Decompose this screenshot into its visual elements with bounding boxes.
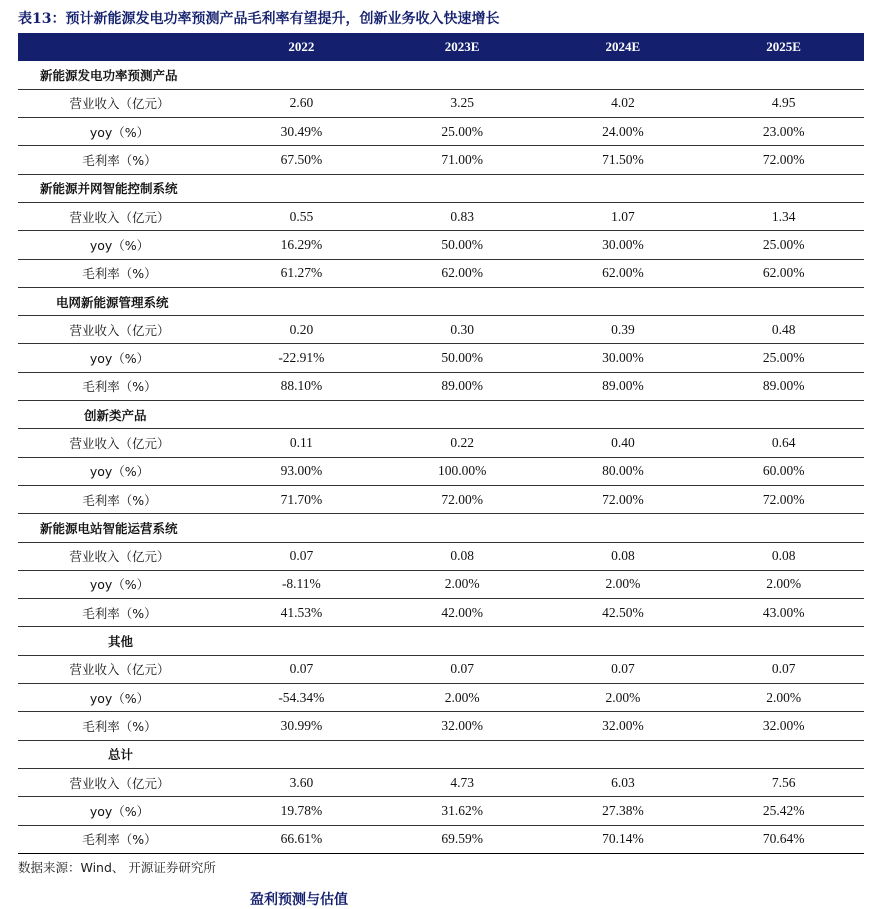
- table-row: [18, 457, 864, 485]
- section-empty-cell: [543, 61, 704, 89]
- value-cell: 25.00%: [382, 118, 543, 146]
- value-cell: 0.30: [382, 316, 543, 344]
- row-label: yoy（%）: [18, 457, 221, 485]
- value-cell: 0.39: [543, 316, 704, 344]
- value-cell: 0.07: [543, 655, 704, 683]
- section-empty-cell: [221, 514, 382, 542]
- value-cell: 42.50%: [543, 599, 704, 627]
- row-label: yoy（%）: [18, 570, 221, 598]
- value-cell: 30.99%: [221, 712, 382, 740]
- value-cell: 89.00%: [382, 372, 543, 400]
- financial-forecast-table: [18, 33, 864, 854]
- value-cell: 1.07: [543, 202, 704, 230]
- row-label: 毛利率（%）: [18, 372, 221, 400]
- row-label: 营业收入（亿元）: [18, 89, 221, 117]
- section-empty-cell: [703, 627, 864, 655]
- section-empty-cell: [703, 401, 864, 429]
- value-cell: 62.00%: [382, 259, 543, 287]
- value-cell: 72.00%: [703, 146, 864, 174]
- value-cell: 69.59%: [382, 825, 543, 853]
- section-empty-cell: [703, 514, 864, 542]
- section-empty-cell: [382, 514, 543, 542]
- row-label: 营业收入（亿元）: [18, 655, 221, 683]
- table-row: [18, 570, 864, 598]
- value-cell: -8.11%: [221, 570, 382, 598]
- section-empty-cell: [221, 627, 382, 655]
- row-label: yoy（%）: [18, 118, 221, 146]
- value-cell: -22.91%: [221, 344, 382, 372]
- table-row: [18, 118, 864, 146]
- value-cell: 32.00%: [543, 712, 704, 740]
- value-cell: 2.00%: [382, 570, 543, 598]
- value-cell: 0.64: [703, 429, 864, 457]
- header-cell-2025e: 2025E: [766, 39, 801, 54]
- value-cell: 2.00%: [543, 684, 704, 712]
- section-name: 新能源并网智能控制系统: [18, 174, 221, 202]
- section-empty-cell: [382, 627, 543, 655]
- table-body: [18, 61, 864, 853]
- value-cell: 4.73: [382, 768, 543, 796]
- value-cell: 3.60: [221, 768, 382, 796]
- value-cell: 60.00%: [703, 457, 864, 485]
- value-cell: 93.00%: [221, 457, 382, 485]
- header-cell-2024e: 2024E: [605, 39, 641, 54]
- section-empty-cell: [543, 514, 704, 542]
- row-label: yoy（%）: [18, 797, 221, 825]
- section-empty-cell: [543, 287, 704, 315]
- value-cell: 23.00%: [703, 118, 864, 146]
- value-cell: 62.00%: [543, 259, 704, 287]
- section-empty-cell: [543, 401, 704, 429]
- table-row: [18, 655, 864, 683]
- header-cell-2022: 2022: [288, 39, 315, 54]
- table-row: [18, 712, 864, 740]
- value-cell: 62.00%: [703, 259, 864, 287]
- row-label: 毛利率（%）: [18, 485, 221, 513]
- value-cell: 0.08: [543, 542, 704, 570]
- section-empty-cell: [382, 61, 543, 89]
- row-label: 毛利率（%）: [18, 146, 221, 174]
- value-cell: 7.56: [703, 768, 864, 796]
- value-cell: 0.08: [703, 542, 864, 570]
- value-cell: 0.22: [382, 429, 543, 457]
- value-cell: 70.64%: [703, 825, 864, 853]
- value-cell: 2.00%: [543, 570, 704, 598]
- value-cell: 32.00%: [382, 712, 543, 740]
- row-label: yoy（%）: [18, 231, 221, 259]
- section-empty-cell: [703, 61, 864, 89]
- value-cell: 71.00%: [382, 146, 543, 174]
- value-cell: 31.62%: [382, 797, 543, 825]
- value-cell: 2.00%: [382, 684, 543, 712]
- value-cell: 4.95: [703, 89, 864, 117]
- value-cell: 3.25: [382, 89, 543, 117]
- value-cell: 16.29%: [221, 231, 382, 259]
- table-row: [18, 485, 864, 513]
- value-cell: 70.14%: [543, 825, 704, 853]
- value-cell: 25.00%: [703, 344, 864, 372]
- value-cell: 89.00%: [543, 372, 704, 400]
- header-cell-blank: [18, 33, 221, 61]
- section-empty-cell: [221, 287, 382, 315]
- row-label: 营业收入（亿元）: [18, 316, 221, 344]
- section-empty-cell: [703, 287, 864, 315]
- section-header-row: [18, 287, 864, 315]
- value-cell: 61.27%: [221, 259, 382, 287]
- row-label: 毛利率（%）: [18, 599, 221, 627]
- value-cell: 50.00%: [382, 344, 543, 372]
- value-cell: 66.61%: [221, 825, 382, 853]
- table-row: [18, 231, 864, 259]
- value-cell: 0.07: [703, 655, 864, 683]
- value-cell: 72.00%: [382, 485, 543, 513]
- section-empty-cell: [703, 740, 864, 768]
- value-cell: 80.00%: [543, 457, 704, 485]
- value-cell: 50.00%: [382, 231, 543, 259]
- section-header-row: [18, 61, 864, 89]
- value-cell: 30.49%: [221, 118, 382, 146]
- section-empty-cell: [543, 627, 704, 655]
- table-row: [18, 684, 864, 712]
- table-row: [18, 825, 864, 853]
- value-cell: 19.78%: [221, 797, 382, 825]
- value-cell: 43.00%: [703, 599, 864, 627]
- section-header-row: [18, 174, 864, 202]
- row-label: 营业收入（亿元）: [18, 429, 221, 457]
- value-cell: -54.34%: [221, 684, 382, 712]
- value-cell: 72.00%: [543, 485, 704, 513]
- value-cell: 32.00%: [703, 712, 864, 740]
- table-row: [18, 259, 864, 287]
- section-name: 创新类产品: [18, 401, 221, 429]
- section-empty-cell: [221, 174, 382, 202]
- table-row: [18, 768, 864, 796]
- section-empty-cell: [382, 174, 543, 202]
- source-note: 数据来源：Wind、 开源证券研究所: [18, 860, 216, 875]
- section-empty-cell: [221, 740, 382, 768]
- header-cell-2023e: 2023E: [444, 39, 480, 54]
- value-cell: 6.03: [543, 768, 704, 796]
- value-cell: 42.00%: [382, 599, 543, 627]
- value-cell: 0.48: [703, 316, 864, 344]
- section-header-row: [18, 740, 864, 768]
- value-cell: 30.00%: [543, 344, 704, 372]
- row-label: yoy（%）: [18, 684, 221, 712]
- section-name: 总计: [18, 740, 221, 768]
- section-empty-cell: [382, 740, 543, 768]
- value-cell: 0.11: [221, 429, 382, 457]
- table-header-row: [18, 33, 864, 61]
- section-empty-cell: [382, 287, 543, 315]
- row-label: yoy（%）: [18, 344, 221, 372]
- row-label: 毛利率（%）: [18, 825, 221, 853]
- section-name: 电网新能源管理系统: [18, 287, 221, 315]
- row-label: 营业收入（亿元）: [18, 202, 221, 230]
- section-empty-cell: [543, 740, 704, 768]
- value-cell: 2.00%: [703, 684, 864, 712]
- section-header-row: [18, 514, 864, 542]
- value-cell: 89.00%: [703, 372, 864, 400]
- value-cell: 0.07: [382, 655, 543, 683]
- value-cell: 25.00%: [703, 231, 864, 259]
- value-cell: 2.60: [221, 89, 382, 117]
- section-empty-cell: [382, 401, 543, 429]
- section-header-row: [18, 627, 864, 655]
- value-cell: 25.42%: [703, 797, 864, 825]
- value-cell: 30.00%: [543, 231, 704, 259]
- table-row: [18, 316, 864, 344]
- section-empty-cell: [221, 401, 382, 429]
- table-row: [18, 372, 864, 400]
- section-name: 新能源发电功率预测产品: [18, 61, 221, 89]
- section-name: 其他: [18, 627, 221, 655]
- row-label: 营业收入（亿元）: [18, 542, 221, 570]
- value-cell: 2.00%: [703, 570, 864, 598]
- row-label: 营业收入（亿元）: [18, 768, 221, 796]
- table-row: [18, 146, 864, 174]
- value-cell: 1.34: [703, 202, 864, 230]
- value-cell: 0.07: [221, 542, 382, 570]
- table-row: [18, 89, 864, 117]
- section-empty-cell: [543, 174, 704, 202]
- value-cell: 0.20: [221, 316, 382, 344]
- value-cell: 72.00%: [703, 485, 864, 513]
- section-empty-cell: [703, 174, 864, 202]
- section-empty-cell: [221, 61, 382, 89]
- value-cell: 88.10%: [221, 372, 382, 400]
- value-cell: 4.02: [543, 89, 704, 117]
- table-row: [18, 202, 864, 230]
- next-section-heading: 盈利预测与估值: [250, 892, 348, 908]
- value-cell: 100.00%: [382, 457, 543, 485]
- value-cell: 0.83: [382, 202, 543, 230]
- value-cell: 0.08: [382, 542, 543, 570]
- value-cell: 67.50%: [221, 146, 382, 174]
- value-cell: 41.53%: [221, 599, 382, 627]
- table-row: [18, 344, 864, 372]
- table-title: 表13：预计新能源发电功率预测产品毛利率有望提升，创新业务收入快速增长: [18, 11, 500, 27]
- section-header-row: [18, 401, 864, 429]
- table-row: [18, 797, 864, 825]
- value-cell: 24.00%: [543, 118, 704, 146]
- table-row: [18, 429, 864, 457]
- value-cell: 0.40: [543, 429, 704, 457]
- row-label: 毛利率（%）: [18, 712, 221, 740]
- row-label: 毛利率（%）: [18, 259, 221, 287]
- table-row: [18, 542, 864, 570]
- value-cell: 0.07: [221, 655, 382, 683]
- value-cell: 71.70%: [221, 485, 382, 513]
- value-cell: 27.38%: [543, 797, 704, 825]
- value-cell: 0.55: [221, 202, 382, 230]
- table-row: [18, 599, 864, 627]
- value-cell: 71.50%: [543, 146, 704, 174]
- section-name: 新能源电站智能运营系统: [18, 514, 221, 542]
